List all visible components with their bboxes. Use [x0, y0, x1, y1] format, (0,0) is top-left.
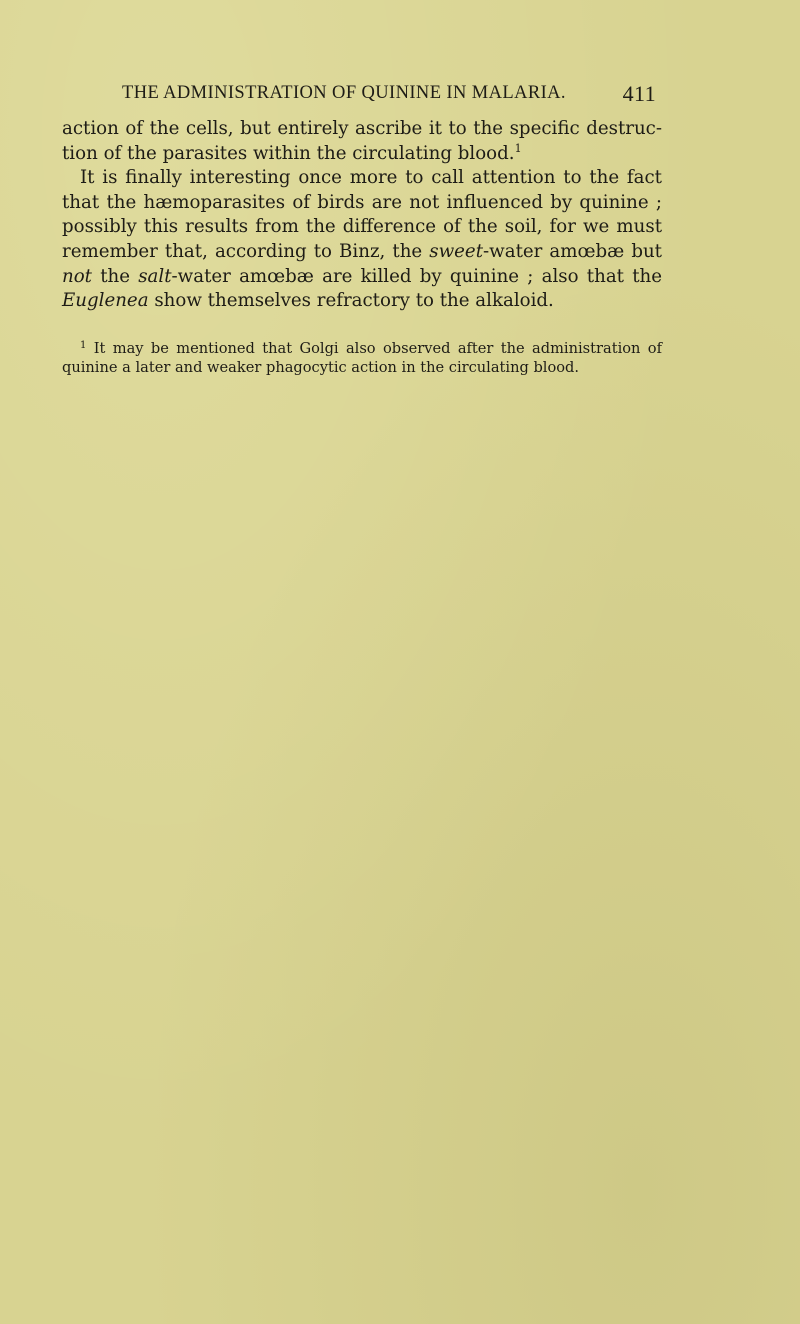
text-run: tion of the parasites within the circulating blood.	[62, 142, 515, 164]
footnote	[62, 340, 662, 377]
text-run: It is finally interesting once more to call attention to the fact	[80, 167, 662, 189]
footnote-mark: 1	[80, 340, 87, 351]
footnote-reference: 1	[514, 141, 522, 155]
italic-term: Euglenea	[62, 290, 149, 312]
text-line	[62, 191, 662, 216]
footnote-line	[62, 340, 662, 359]
text-line	[62, 166, 662, 191]
body-text	[62, 117, 662, 314]
running-head	[122, 81, 656, 111]
text-line	[62, 117, 662, 142]
text-run: It may be mentioned that Golgi also observed after the administration of	[86, 340, 662, 357]
text-line	[62, 265, 662, 290]
text-run: quinine a later and weaker phagocytic action in the circulating blood.	[62, 358, 580, 376]
running-head-title: THE ADMINISTRATION OF QUININE IN MALARIA.	[122, 83, 566, 103]
page-number: 411	[622, 81, 656, 106]
text-run: that the hæmoparasites of birds are not influenced by quinine ;	[62, 191, 662, 213]
text-run: possibly this results from the difference of the soil, for we must	[62, 216, 662, 238]
italic-term: not	[62, 265, 92, 287]
text-run: show themselves refractory to the alkaloid.	[148, 290, 554, 312]
text-line	[62, 289, 662, 314]
text-line	[62, 142, 662, 167]
italic-term: sweet	[429, 240, 484, 262]
italic-term: salt	[138, 265, 172, 287]
text-run: -water amœbæ but	[483, 240, 662, 262]
text-run: -water amœbæ are killed by quinine ; also that the	[171, 265, 662, 287]
text-line	[62, 215, 662, 240]
text-line	[62, 240, 662, 265]
footnote-line	[62, 359, 662, 378]
text-run: action of the cells, but entirely ascribe it to the specific destruc-	[62, 118, 662, 139]
text-run: the	[91, 265, 139, 287]
text-run: remember that, according to Binz, the	[62, 240, 430, 262]
